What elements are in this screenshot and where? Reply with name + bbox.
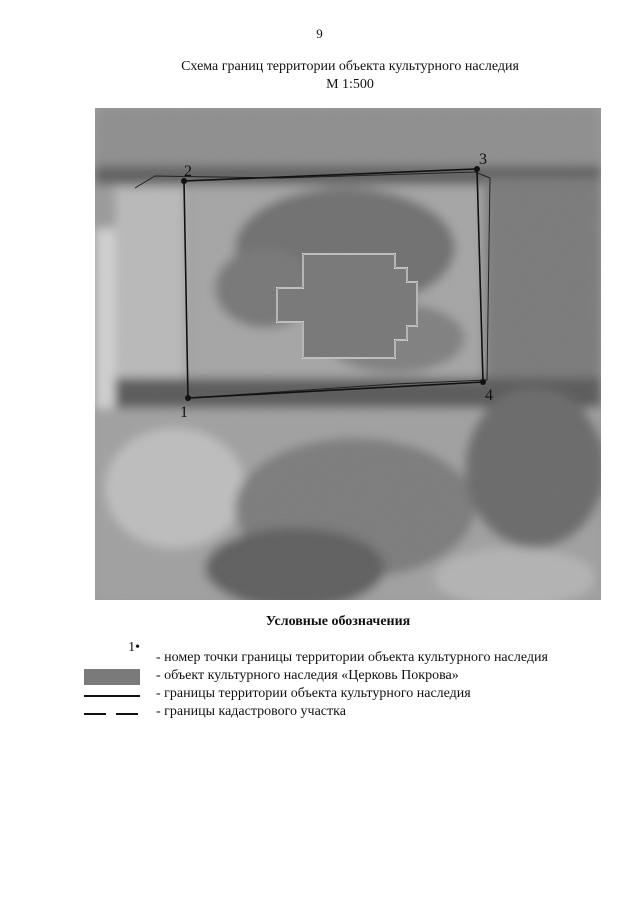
legend-item-cadastral-boundary	[84, 704, 604, 722]
legend-point-symbol	[84, 640, 140, 662]
title-scale: М 1:500	[326, 77, 374, 92]
point-label-3: 3	[479, 151, 487, 168]
legend-fill-swatch	[84, 669, 140, 685]
map-title	[0, 58, 639, 94]
legend-cadastral-boundary-label: - границы кадастрового участка	[156, 704, 346, 719]
aerial-map	[95, 108, 601, 600]
point-label-2: 2	[184, 163, 192, 180]
legend-heritage-object-label: - объект культурного наследия «Церковь Покрова»	[156, 668, 459, 683]
legend-solid-line	[84, 695, 140, 697]
legend-item-territory-boundary	[84, 686, 604, 704]
title-line-1: Схема границ территории объекта культурного наследия	[181, 59, 519, 74]
legend-territory-boundary-label: - границы территории объекта культурного наследия	[156, 686, 471, 701]
legend-title: Условные обозначения	[265, 614, 411, 629]
page-number: 9	[316, 26, 323, 41]
legend-item-heritage-object	[84, 668, 604, 686]
legend-item-point	[84, 640, 604, 665]
point-label-4: 4	[485, 387, 493, 404]
legend-dashed-line	[84, 713, 140, 715]
map-svg	[95, 108, 601, 600]
boundary-point-1	[185, 395, 191, 401]
point-label-1: 1	[180, 404, 188, 421]
legend-point-label: - номер точки границы территории объекта культурного наследия	[156, 650, 548, 665]
legend-point-text: 1•	[128, 640, 140, 655]
boundary-point-4	[480, 379, 486, 385]
